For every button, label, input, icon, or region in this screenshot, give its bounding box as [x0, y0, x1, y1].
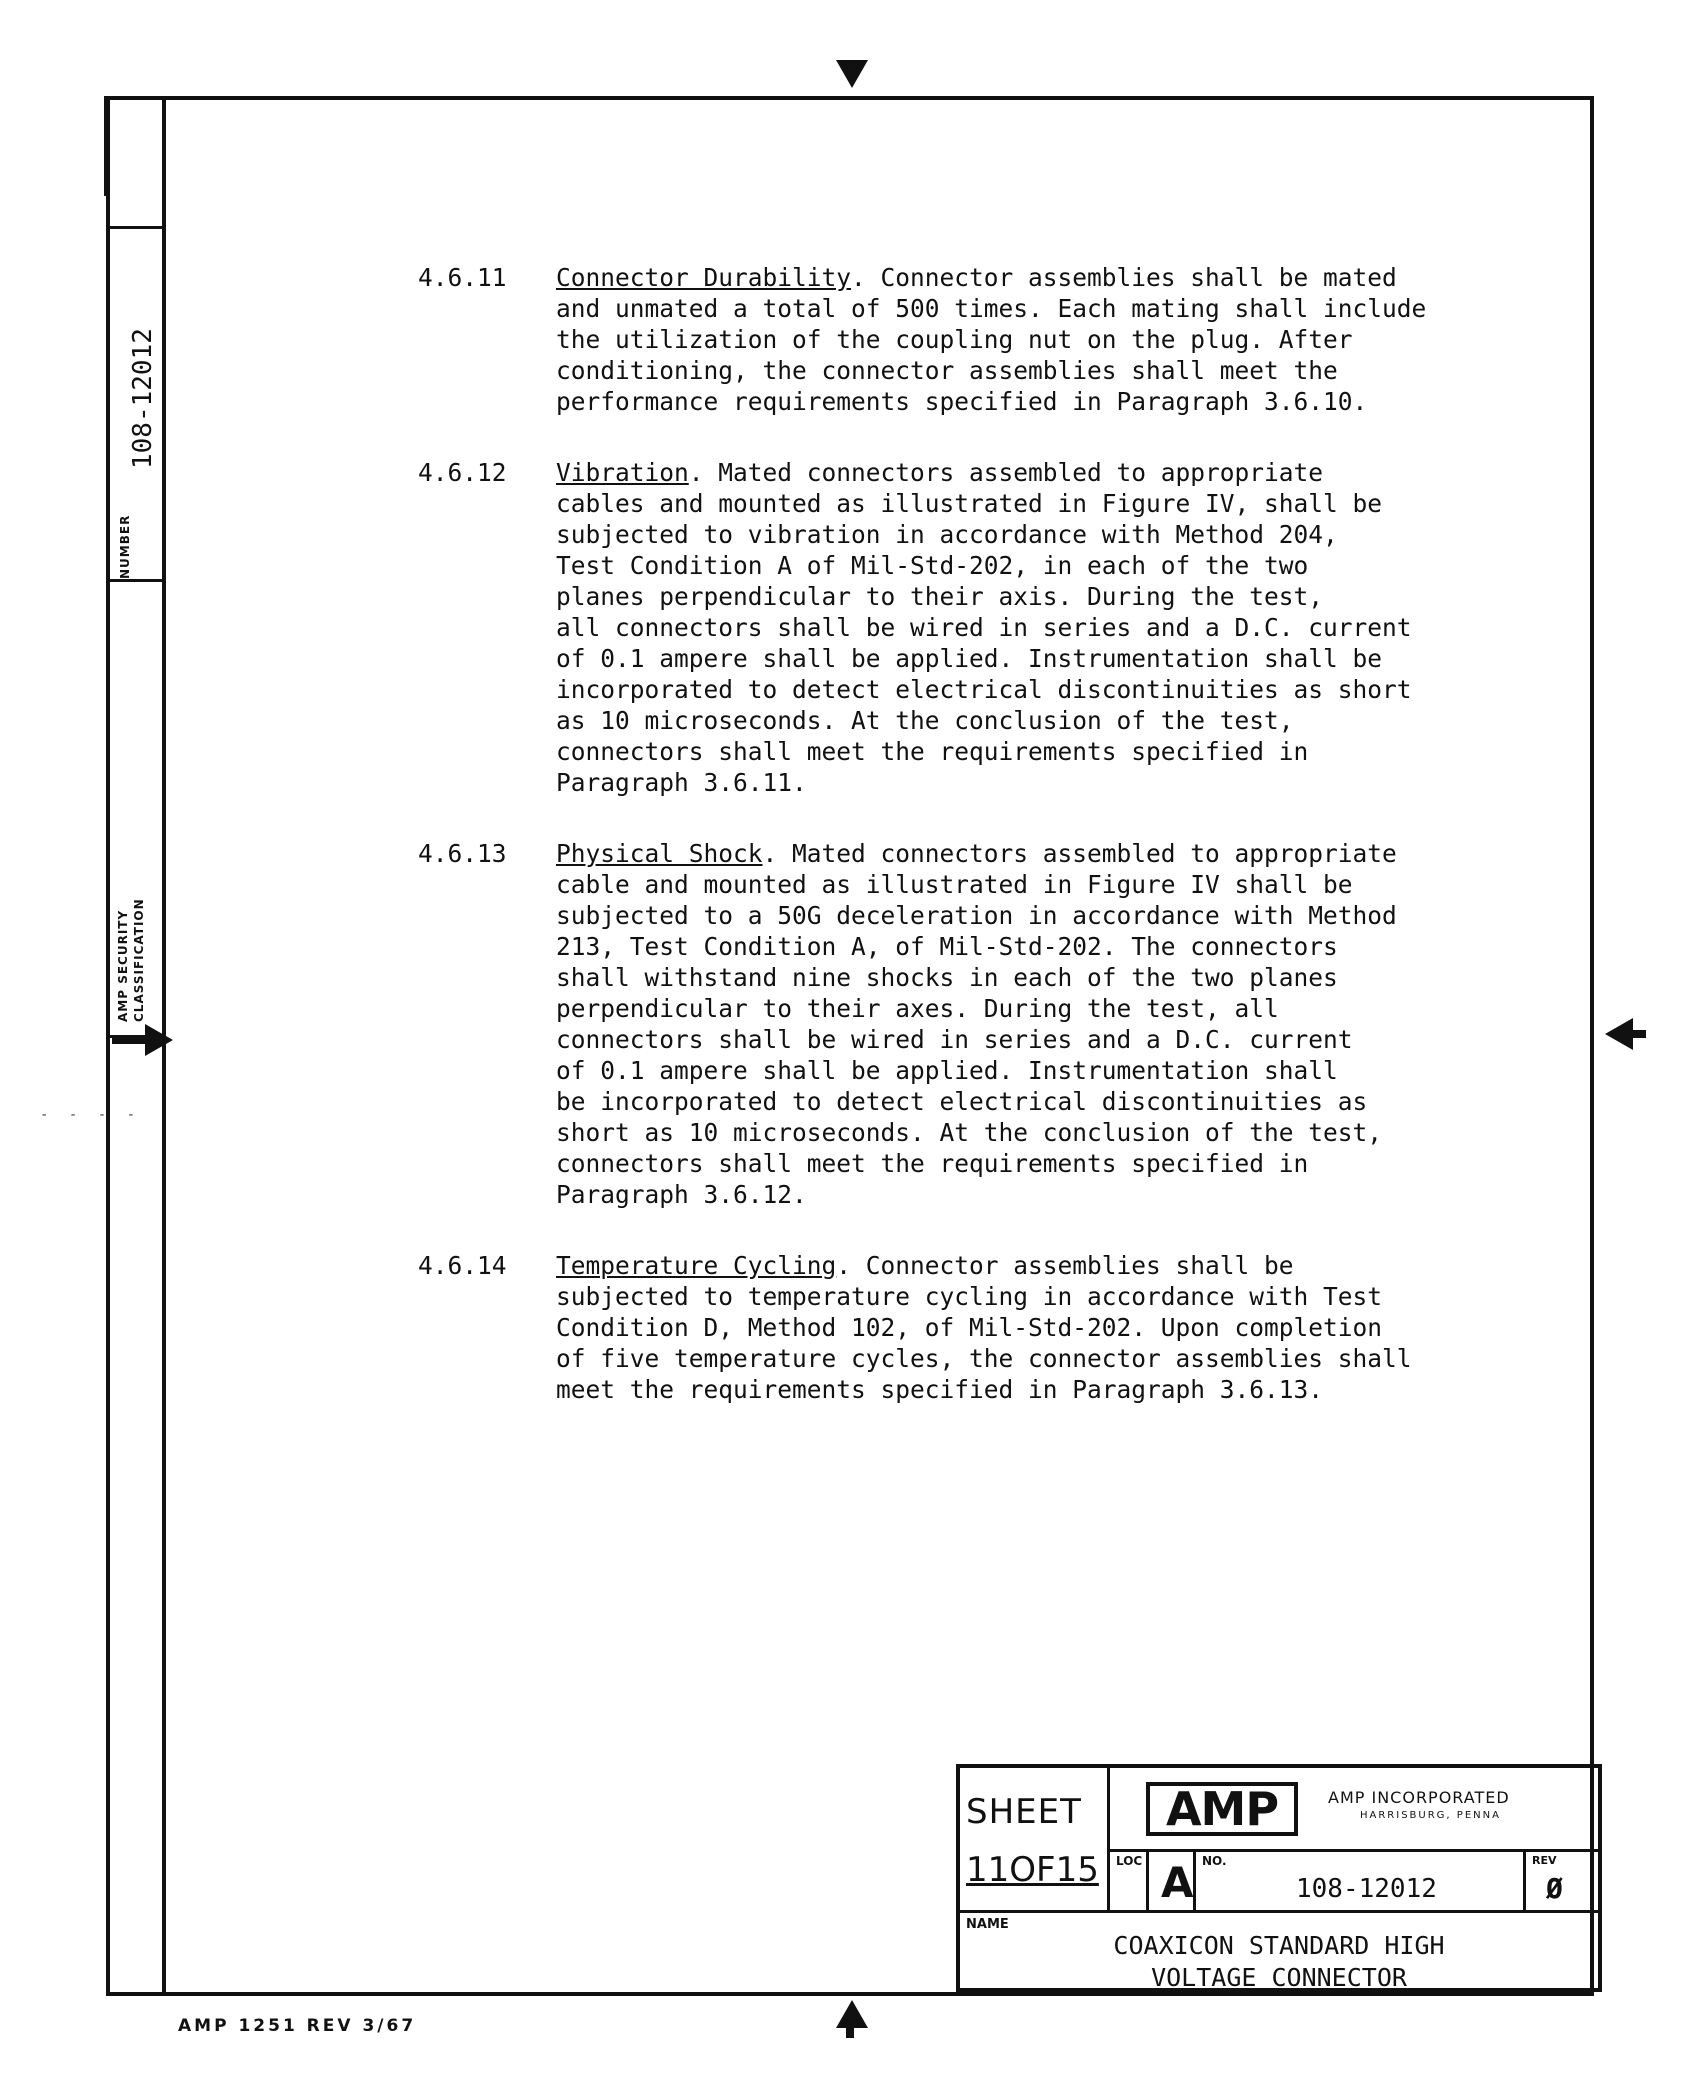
revision-value: Ø [1546, 1872, 1563, 1905]
sheet-cell [960, 1768, 1110, 1910]
name-line-1: COAXICON STANDARD HIGH [1113, 1931, 1445, 1960]
paragraph-4-6-12 [418, 457, 1548, 798]
document-number-value: 108-12012 [1296, 1874, 1437, 1904]
strip-number-cell [106, 226, 162, 582]
right-center-arrow-icon [1605, 1018, 1633, 1050]
paragraph-number: 4.6.12 [418, 458, 507, 487]
top-center-arrow-icon [836, 60, 868, 88]
logo-text: AMP [1165, 1782, 1279, 1836]
paragraph-title: Physical Shock [556, 839, 763, 868]
company-row [1110, 1768, 1598, 1852]
margin-dash-marks: - - - - [40, 1107, 142, 1123]
paragraph-text: . Connector assemblies shall be mated and unmated a total of 500 times. Each mating shall include the utilization of the coupling nut on the plug. After conditioning, the connector assemblies shall meet the performance requirements specified in Paragraph 3.6.10. [556, 263, 1427, 416]
left-arrow-stem [112, 1036, 148, 1044]
form-identifier: AMP 1251 REV 3/67 [178, 2016, 417, 2036]
paragraph-text: . Mated connectors assembled to appropriate cables and mounted as illustrated in Figure IV, shall be subjected to vibration in accordance with Method 204, Test Condition A of Mil-Std-202, in each of the two planes perpendicular to their axis. During the test, all connectors shall be wired in series and a D.C. current of 0.1 ampere shall be applied. Instrumentation shall be incorporated to detect electrical discontinuities as short as 10 microseconds. At the conclusion of the test, connectors shall meet the requirements specified in Paragraph 3.6.11. [556, 458, 1412, 797]
paragraph-text: . Mated connectors assembled to appropriate cable and mounted as illustrated in Figure IV shall be subjected to a 50G deceleration in accordance with Method 213, Test Condition A, of Mil-Std-202. The connectors shall withstand nine shocks in each of the two planes perpendicular to their axes. During the test, all connectors shall be wired in series and a D.C. current of 0.1 ampere shall be applied. Instrumentation shall be incorporated to detect electrical discontinuities as short as 10 microseconds. At the conclusion of the test, connectors shall meet the requirements specified in Paragraph 3.6.12. [556, 839, 1397, 1209]
paragraph-body [556, 262, 1548, 417]
sheet-label: SHEET [966, 1792, 1082, 1832]
sheet-value: 11OF15 [966, 1850, 1099, 1890]
document-body [418, 262, 1548, 1445]
name-line-2: VOLTAGE CONNECTOR [1151, 1963, 1407, 1992]
name-cell [960, 1910, 1598, 1992]
company-city: HARRISBURG, PENNA [1360, 1810, 1501, 1821]
paragraph-body [556, 457, 1548, 798]
document-number-cell [1196, 1852, 1526, 1910]
strip-security-label-line1: AMP SECURITY [116, 909, 130, 1022]
strip-security-cell [106, 582, 162, 1038]
paragraph-title: Vibration [556, 458, 689, 487]
company-name: AMP INCORPORATED [1328, 1788, 1510, 1807]
revision-label: REV [1532, 1854, 1557, 1867]
revision-cell [1526, 1852, 1598, 1910]
paragraph-number: 4.6.11 [418, 263, 507, 292]
paragraph-number: 4.6.13 [418, 839, 507, 868]
document-number-label: NO. [1202, 1854, 1227, 1868]
name-label: NAME [966, 1917, 1009, 1932]
title-block [956, 1764, 1602, 1992]
paragraph-title: Connector Durability [556, 263, 852, 292]
paragraph-body [556, 838, 1548, 1210]
paragraph-text: . Connector assemblies shall be subjected to temperature cycling in accordance with Test Condition D, Method 102, of Mil-Std-202. Upon completion of five temperature cycles, the connector assemblies shall meet the requirements specified in Paragraph 3.6.13. [556, 1251, 1412, 1404]
loc-cell [1110, 1852, 1196, 1910]
bottom-arrow-stem [846, 2026, 854, 2038]
strip-security-label-line2: CLASSIFICATION [132, 898, 146, 1022]
strip-number-label: NUMBER [118, 514, 132, 579]
paragraph-4-6-11 [418, 262, 1548, 417]
paragraph-4-6-13 [418, 838, 1548, 1210]
paragraph-4-6-14 [418, 1250, 1548, 1405]
loc-label: LOC [1116, 1854, 1143, 1868]
bottom-center-arrow-icon [836, 2000, 868, 2028]
paragraph-title: Temperature Cycling [556, 1251, 837, 1280]
loc-value: A [1161, 1858, 1194, 1907]
left-center-arrow-icon [145, 1024, 173, 1056]
amp-logo [1146, 1782, 1298, 1836]
strip-number-value: 108-12012 [128, 328, 158, 469]
paragraph-number: 4.6.14 [418, 1251, 507, 1280]
paragraph-body [556, 1250, 1548, 1405]
loc-box [1146, 1852, 1196, 1910]
